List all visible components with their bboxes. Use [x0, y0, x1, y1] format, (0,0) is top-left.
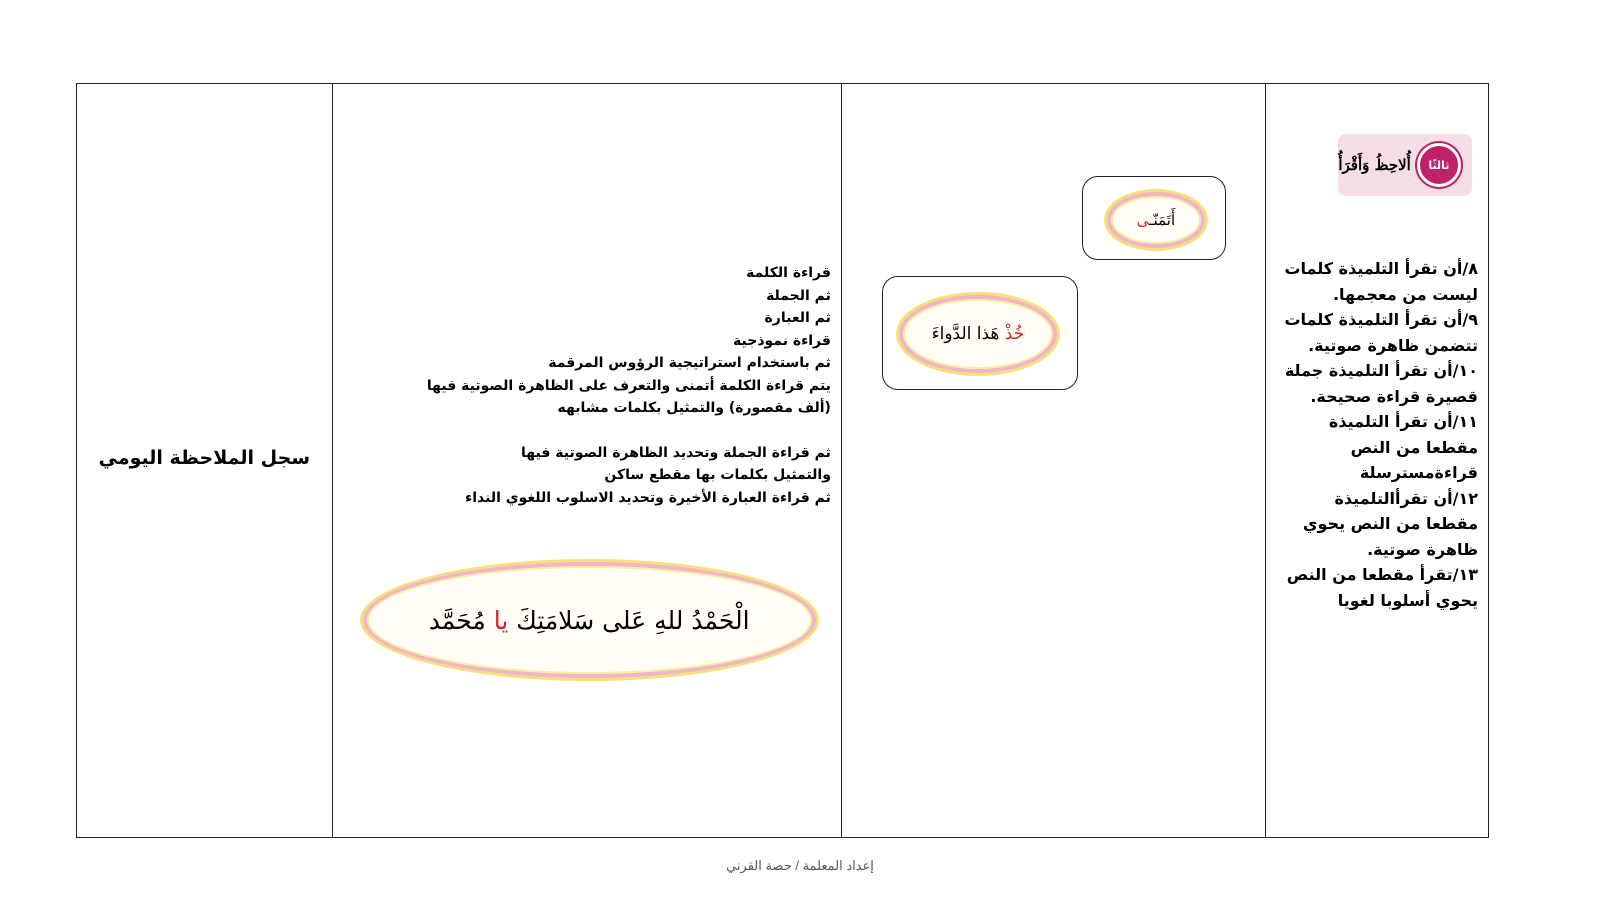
- step-line: ثم قراءة العبارة الأخيرة وتحديد الاسلوب اللغوي النداء: [465, 489, 831, 506]
- objectives-list: [1278, 256, 1478, 613]
- badge-label: أُلاحِظُ وَأَقْرَأُ: [1338, 156, 1411, 174]
- steps-text: [351, 262, 831, 509]
- section-badge: [1338, 134, 1472, 196]
- objective-item: ١٣/تقرأ مقطعا من النص يحوي أسلوبا لغويا: [1286, 565, 1479, 610]
- step-line: قراءة نموذجية: [733, 332, 831, 349]
- objective-item: ١٠/أن تقرأ التلميذة جملة قصيرة قراءة صحيحة.: [1284, 361, 1479, 406]
- objective-item: ١٢/أن تقرأالتلميذة مقطعا من النص يحوي ظاهرة صوتية.: [1302, 488, 1479, 559]
- step-line: يتم قراءة الكلمة أتمنى والتعرف على الظاهرة الصوتية فيها: [426, 377, 831, 394]
- word-card: [1082, 176, 1226, 260]
- phrase-main: الْحَمْدُ للهِ عَلى سَلامَتِكَ: [508, 605, 750, 635]
- step-line: ثم العبارة: [764, 310, 831, 326]
- footer-credit: إعداد المعلمة / حصة القرني: [726, 858, 874, 873]
- sentence-oval: [899, 295, 1057, 373]
- step-line: (ألف مقصورة) والتمثيل بكلمات مشابهه: [557, 400, 831, 416]
- daily-notes-title: سجل الملاحظة اليومي: [98, 447, 311, 469]
- step-line: ثم باستخدام استراتيجية الرؤوس المرقمة: [548, 355, 831, 371]
- lesson-table: [76, 83, 1489, 838]
- step-line: قراءة الكلمة: [746, 265, 831, 281]
- sentence-card: [882, 276, 1078, 390]
- objective-item: ١١/أن تقرأ التلميذة مقطعا من النص قراءةمسترسلة: [1328, 412, 1479, 482]
- phrase-vocative: يا: [493, 605, 509, 635]
- badge-number-circle: ثالثًا: [1417, 143, 1461, 187]
- objective-item: ٩/أن تقرأ التلميذة كلمات تتضمن ظاهرة صوتية.: [1284, 310, 1479, 355]
- sentence-main: هَذا الدَّواءَ: [931, 324, 1005, 344]
- word-alif-maqsura: ى: [1136, 211, 1150, 229]
- word-main: أَتَمَنّـ: [1149, 211, 1176, 229]
- sentence-sukun-word: خُذْ: [1004, 324, 1025, 344]
- step-line: ثم الجملة: [766, 287, 831, 304]
- teaching-steps-column: [333, 84, 842, 837]
- phrase-text: [429, 606, 750, 635]
- objectives-column: [1266, 84, 1488, 837]
- step-line: ثم قراءة الجملة وتحديد الظاهرة الصوتية فيها: [521, 444, 831, 461]
- daily-notes-column: [77, 84, 333, 837]
- phrase-end: مُحَمَّد: [428, 605, 494, 635]
- phrase-oval: [363, 562, 816, 678]
- step-line: والتمثيل بكلمات بها مقطع ساكن: [604, 467, 831, 483]
- objective-item: ٨/أن تقرأ التلميذة كلمات ليست من معجمها.: [1284, 259, 1479, 304]
- word-oval: [1107, 192, 1205, 248]
- words-column: [842, 84, 1266, 837]
